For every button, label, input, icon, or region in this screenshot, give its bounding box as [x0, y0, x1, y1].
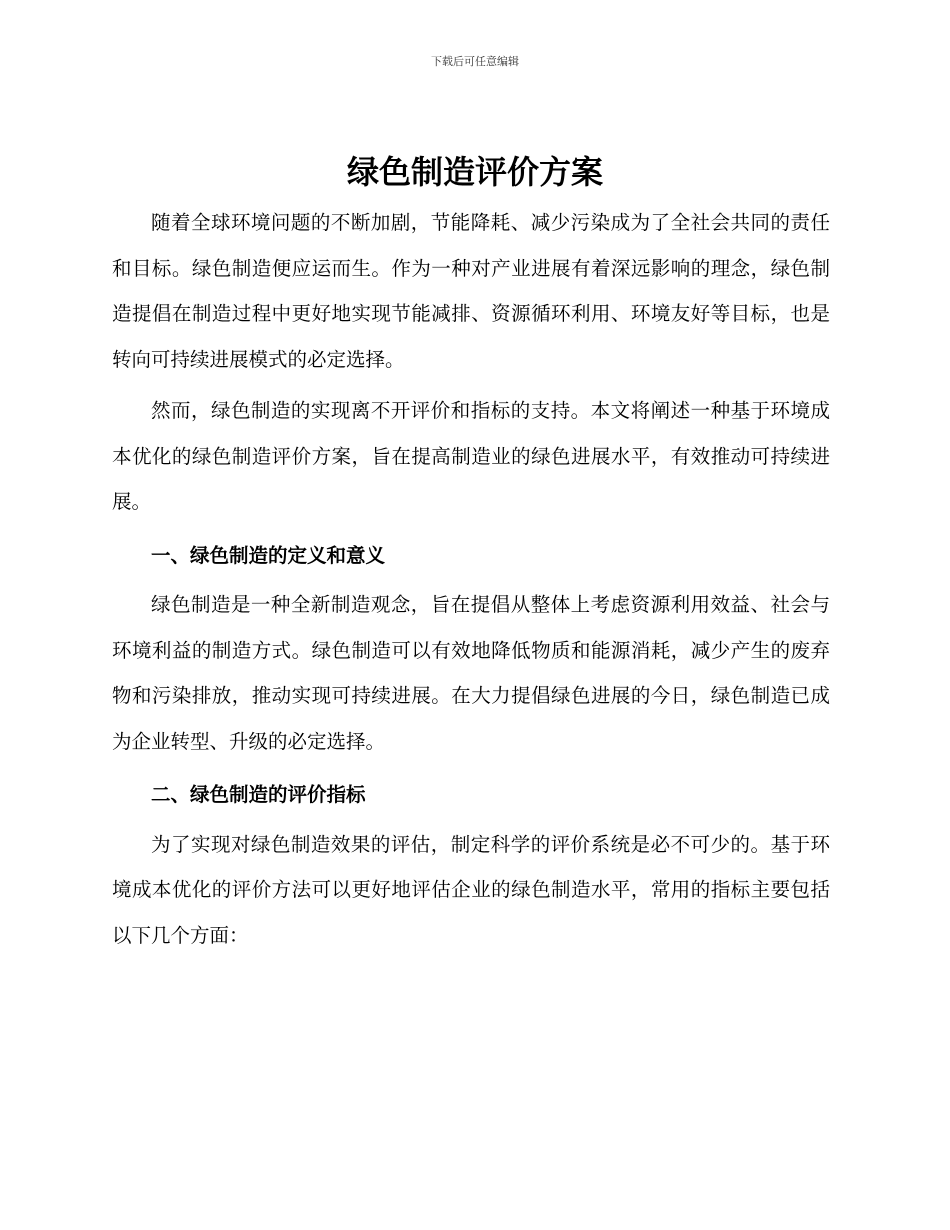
document-body: [112, 200, 830, 958]
page-title: 绿色制造评价方案: [346, 153, 603, 191]
section-heading-definition: 一、绿色制造的定义和意义: [151, 543, 386, 567]
section-paragraph-definition: 绿色制造是一种全新制造观念，旨在提倡从整体上考虑资源利用效益、社会与环境利益的制造方式。绿色制造可以有效地降低物质和能源消耗，减少产生的废弃物和污染排放，推动实现可持续进展。在大力提倡绿色进展的今日，绿色制造已成为企业转型、升级的必定选择。: [112, 593, 830, 753]
section-heading-indicators: 二、绿色制造的评价指标: [151, 783, 366, 806]
section-paragraph-indicators: 为了实现对绿色制造效果的评估，制定科学的评价系统是必不可少的。基于环境成本优化的评价方法可以更好地评估企业的绿色制造水平，常用的指标主要包括以下几个方面：: [112, 832, 830, 947]
header-note: 下载后可任意编辑: [431, 55, 519, 68]
intro-paragraph-1: 随着全球环境问题的不断加剧，节能降耗、减少污染成为了全社会共同的责任和目标。绿色制造便应运而生。作为一种对产业进展有着深远影响的理念，绿色制造提倡在制造过程中更好地实现节能减排、资源循环利用、环境友好等目标，也是转向可持续进展模式的必定选择。: [112, 211, 830, 371]
intro-paragraph-2: 然而，绿色制造的实现离不开评价和指标的支持。本文将阐述一种基于环境成本优化的绿色制造评价方案，旨在提高制造业的绿色进展水平，有效推动可持续进展。: [112, 399, 830, 513]
